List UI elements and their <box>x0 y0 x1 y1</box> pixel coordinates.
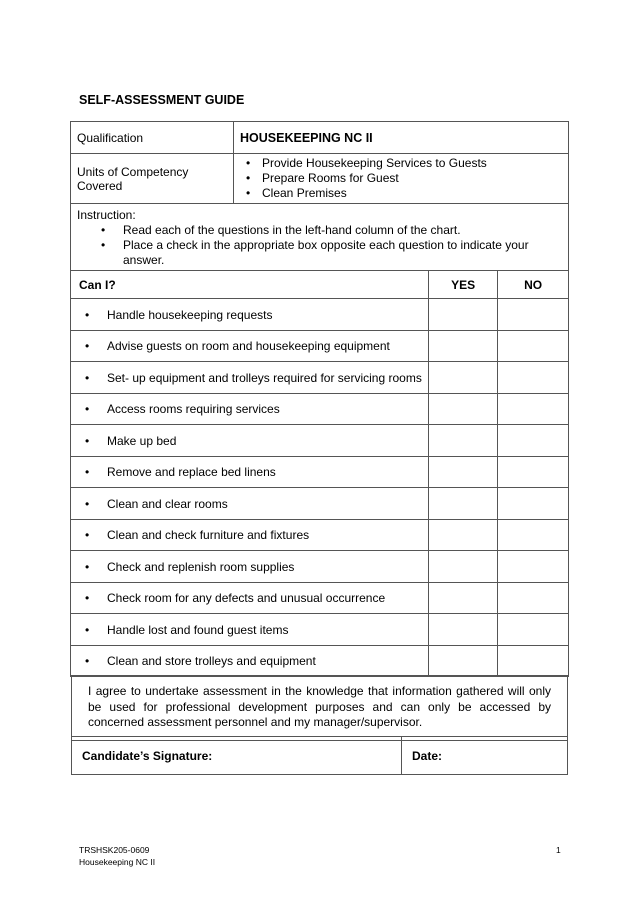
no-checkbox[interactable] <box>498 425 569 457</box>
yes-checkbox[interactable] <box>429 394 498 425</box>
units-row <box>71 154 569 204</box>
no-checkbox[interactable] <box>498 551 569 583</box>
checklist-row <box>71 362 569 394</box>
no-checkbox[interactable] <box>498 520 569 551</box>
checklist-row <box>71 457 569 488</box>
bullet-icon: • <box>85 528 90 542</box>
checklist-row <box>71 394 569 425</box>
bullet-icon: • <box>85 402 90 416</box>
footer-course: Housekeeping NC II <box>79 857 156 867</box>
bullet-icon: • <box>85 433 90 448</box>
yes-checkbox[interactable] <box>429 331 498 362</box>
bullet-icon: • <box>85 622 90 637</box>
checklist-row <box>71 299 569 331</box>
bullet-icon: • <box>85 465 90 479</box>
yes-checkbox[interactable] <box>429 488 498 520</box>
candidate-signature-field[interactable]: Candidate’s Signature: <box>72 737 402 775</box>
bullet-icon: • <box>85 591 90 605</box>
checklist-row <box>71 425 569 457</box>
checklist-row <box>71 551 569 583</box>
checklist-table <box>70 270 569 677</box>
no-checkbox[interactable] <box>498 362 569 394</box>
can-i-header: Can I? <box>71 271 429 299</box>
unit-item: • Clean Premises <box>240 186 562 201</box>
yes-checkbox[interactable] <box>429 551 498 583</box>
instruction-cell <box>71 204 569 271</box>
question-text: Clean and store trolleys and equipment <box>107 654 316 668</box>
qualification-row <box>71 122 569 154</box>
signature-table <box>71 736 568 775</box>
question-text: Check and replenish room supplies <box>107 559 295 574</box>
question-text: Remove and replace bed linens <box>107 465 276 479</box>
bullet-icon: • <box>85 496 90 511</box>
checklist-row <box>71 614 569 646</box>
no-checkbox[interactable] <box>498 614 569 646</box>
yes-checkbox[interactable] <box>429 425 498 457</box>
qualification-table <box>70 121 569 271</box>
bullet-icon: • <box>85 654 90 668</box>
question-text: Handle lost and found guest items <box>107 622 289 637</box>
question-text: Check room for any defects and unusual occurrence <box>107 591 386 605</box>
yes-checkbox[interactable] <box>429 362 498 394</box>
question-text: Clean and clear rooms <box>107 496 228 511</box>
date-field[interactable]: Date: <box>402 737 568 775</box>
yes-checkbox[interactable] <box>429 583 498 614</box>
no-checkbox[interactable] <box>498 394 569 425</box>
bullet-icon: • <box>85 559 90 574</box>
yes-checkbox[interactable] <box>429 646 498 677</box>
qualification-label: Qualification <box>71 122 234 154</box>
no-checkbox[interactable] <box>498 457 569 488</box>
bullet-icon: • <box>85 370 90 385</box>
instruction-item: • Place a check in the appropriate box opposite each question to indicate your answer. <box>77 238 562 268</box>
yes-header: YES <box>429 271 498 299</box>
page-title: SELF-ASSESSMENT GUIDE <box>79 93 245 107</box>
signature-row <box>72 737 568 775</box>
footer-code: TRSHSK205-0609 <box>79 845 150 855</box>
checklist-row <box>71 331 569 362</box>
unit-item: • Prepare Rooms for Guest <box>240 171 562 186</box>
no-checkbox[interactable] <box>498 646 569 677</box>
no-header: NO <box>498 271 569 299</box>
no-checkbox[interactable] <box>498 331 569 362</box>
question-text: Make up bed <box>107 433 177 448</box>
instruction-item: • Read each of the questions in the left-hand column of the chart. <box>77 223 562 238</box>
checklist-row <box>71 488 569 520</box>
no-checkbox[interactable] <box>498 583 569 614</box>
units-label: Units of Competency Covered <box>71 154 234 204</box>
instruction-row <box>71 204 569 271</box>
bullet-icon: • <box>85 339 90 353</box>
yes-checkbox[interactable] <box>429 614 498 646</box>
unit-item: • Provide Housekeeping Services to Guests <box>240 156 562 171</box>
agreement-statement: I agree to undertake assessment in the knowledge that information gathered will only be used for professional development purposes and can only be accessed by concerned assessment personnel and my manager/supervisor. <box>71 675 568 741</box>
checklist-row <box>71 583 569 614</box>
page-number: 1 <box>556 845 561 855</box>
yes-checkbox[interactable] <box>429 520 498 551</box>
yes-checkbox[interactable] <box>429 299 498 331</box>
no-checkbox[interactable] <box>498 488 569 520</box>
checklist-row <box>71 520 569 551</box>
instruction-label: Instruction: <box>77 208 136 222</box>
question-text: Clean and check furniture and fixtures <box>107 528 310 542</box>
question-text: Handle housekeeping requests <box>107 307 273 322</box>
units-list <box>240 156 562 201</box>
checklist-row <box>71 646 569 677</box>
instruction-list <box>77 223 562 268</box>
checklist-header-row <box>71 271 569 299</box>
bullet-icon: • <box>85 307 90 322</box>
units-cell <box>234 154 569 204</box>
question-text: Set- up equipment and trolleys required for servicing rooms <box>107 370 422 385</box>
no-checkbox[interactable] <box>498 299 569 331</box>
question-text: Advise guests on room and housekeeping equipment <box>107 339 390 353</box>
yes-checkbox[interactable] <box>429 457 498 488</box>
question-text: Access rooms requiring services <box>107 402 280 416</box>
qualification-value: HOUSEKEEPING NC II <box>234 122 569 154</box>
